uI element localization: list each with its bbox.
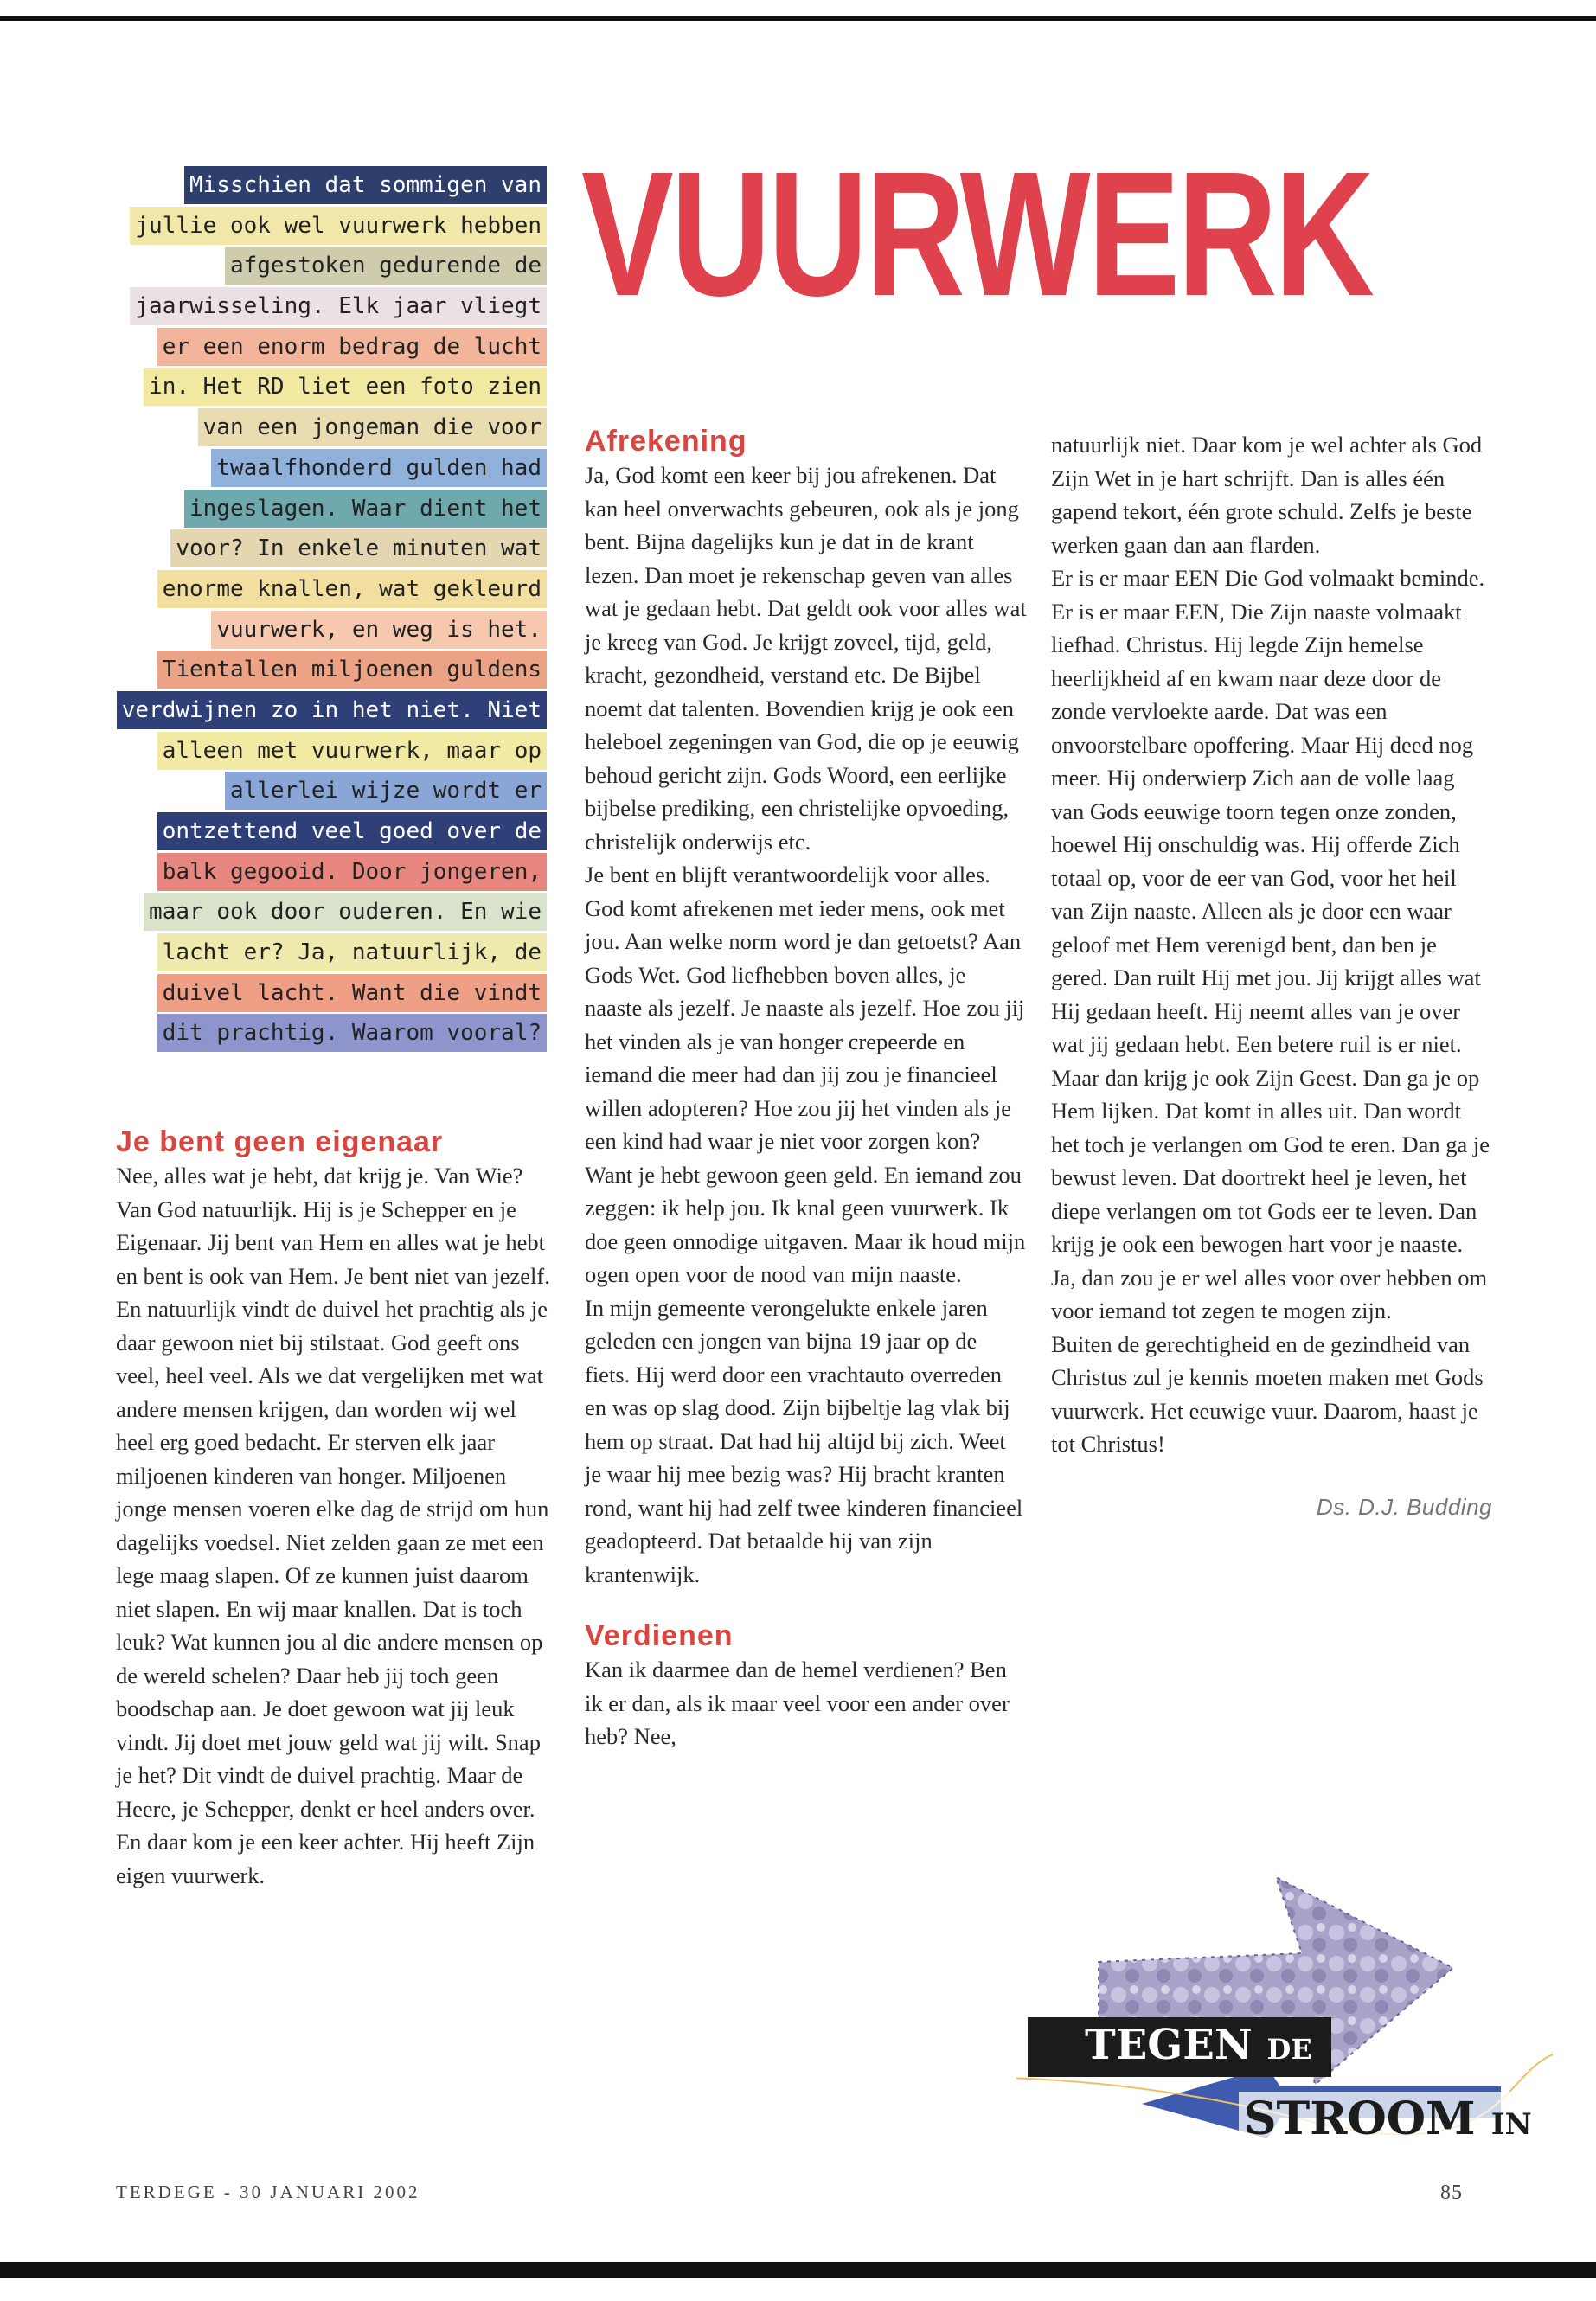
paragraph: Buiten de gerechtigheid en de gezindheid van Christus zul je kennis moeten maken met Gods vuurwerk. Het eeuwige vuur. Daarom, haast je tot Christus! [1051,1330,1484,1457]
intro-line-text: allerlei wijze wordt er [225,772,547,810]
logo-stroom-in: STROOM IN [1239,2092,1537,2152]
section-heading-eigenaar: Je bent geen eigenaar [116,1125,444,1158]
bottom-rule [0,2262,1596,2278]
intro-line [104,287,547,325]
paragraph: Nee, alles wat je hebt, dat krijg je. Van Wie? Van God natuurlijk. Hij is je Schepper en je Eigenaar. Jij bent van Hem en alles wat je hebt en bent is ook van Hem. Je bent niet van jezelf. En natuurlijk vindt de duivel het prachtig als je daar gewoon niet bij stilstaat. God geeft ons veel, heel veel. Als we dat vergelijken met wat andere mensen krijgen, dan worden wij wel heel erg goed bedacht. Er sterven elk jaar miljoenen kinderen van honger. Miljoenen jonge mensen voeren elke dag de strijd om hun dagelijks voedsel. Niet zelden gaan ze met een lege maag slapen. Of ze kunnen juist daarom niet slapen. En wij maar knallen. Dat is toch leuk? Wat kunnen jou al die andere mensen op de wereld schelen? Daar heb jij toch geen boodschap aan. Je doet gewoon wat jij leuk vindt. Jij doet met jouw geld wat jij wilt. Snap je het? Dit vindt de duivel prachtig. Maar de Heere, je Schepper, denkt er heel anders over. En daar kom je een keer achter. Hij heeft Zijn eigen vuurwerk. [116,1163,550,1888]
footer-publication: TERDEGE - 30 JANUARI 2002 [116,2182,420,2202]
intro-line [104,691,547,729]
paragraph: Kan ik daarmee dan de hemel verdienen? Ben ik er dan, als ik maar veel voor een ander over heb? Nee, [585,1657,1010,1749]
intro-line-text: twaalfhonderd gulden had [211,449,547,487]
intro-line [104,207,547,245]
intro-line [104,1014,547,1052]
intro-line-text: er een enorm bedrag de lucht [157,328,547,366]
intro-line [104,529,547,567]
intro-line [104,328,547,366]
intro-line [104,853,547,891]
author-signature: Ds. D.J. Budding [1316,1493,1492,1520]
intro-line-text: maar ook door ouderen. En wie [144,893,547,931]
intro-line [104,408,547,446]
intro-line-text: van een jongeman die voor [198,408,547,446]
intro-line-text: afgestoken gedurende de [225,247,547,285]
intro-line-text: Misschien dat sommigen van [184,166,547,204]
paragraph: Ja, God komt een keer bij jou afrekenen. Dat kan heel onverwachts gebeuren, ook als je jong bent. Bijna dagelijks kun je dat in de krant lezen. Dan moet je rekenschap geven van alles wat je gedaan hebt. Dat geldt ook voor alles wat je kreeg van God. Je krijgt zoveel, tijd, geld, kracht, gezondheid, verstand etc. De Bijbel noemt dat talenten. Bovendien krijg je ook een heleboel zegeningen van God, die op je eeuwig behoud gericht zijn. Gods Woord, een eerlijke bijbelse prediking, een christelijke opvoeding, christelijk onderwijs etc. [585,462,1027,855]
intro-line-text: ingeslagen. Waar dient het [184,490,547,528]
intro-line [104,812,547,850]
intro-line-text: ontzettend veel goed over de [157,812,547,850]
intro-line-text: vuurwerk, en weg is het. [211,611,547,649]
intro-line [104,772,547,810]
intro-line [104,933,547,971]
intro-line-text: enorme knallen, wat gekleurd [157,570,547,608]
intro-line-text: in. Het RD liet een foto zien [144,368,547,406]
intro-line [104,570,547,608]
paragraph: Er is er maar EEN Die God volmaakt beminde. Er is er maar EEN, Die Zijn naaste volmaakt liefhad. Christus. Hij legde Zijn hemelse heerlijkheid af en kwam naar deze door de zonde vervloekte aarde. Dat was een onvoorstelbare opoffering. Maar Hij deed nog meer. Hij onderwierp Zich aan de volle laag van Gods eeuwige toorn tegen onze zonden, hoewel Hij onschuldig was. Hij offerde Zich totaal op, voor de eer van God, voor het heil van Zijn naaste. Alleen als je door een waar geloof met Hem verenigd bent, dan ben je gered. Dan ruilt Hij met jou. Jij krijgt alles wat Hij gedaan heeft. Hij neemt alles van je over wat jij gedaan hebt. Een betere ruil is er niet. Maar dan krijg je ook Zijn Geest. Dan ga je op Hem lijken. Dat komt in alles uit. Dan wordt het toch je verlangen om God te eren. Dan ga je bewust leven. Dat doortrekt heel je leven, het diepe verlangen om tot Gods eer te leven. Dan krijg je ook een bewogen hart voor je naaste. Ja, dan zou je er wel alles voor over hebben om voor iemand tot zegen te mogen zijn. [1051,565,1490,1324]
intro-line [104,166,547,204]
top-rule [0,16,1596,21]
intro-line [104,974,547,1012]
intro-line-text: duivel lacht. Want die vindt [157,974,547,1012]
intro-line-text: verdwijnen zo in het niet. Niet [117,691,547,729]
intro-ribbon [104,166,547,1054]
intro-line [104,651,547,689]
section-heading-verdienen: Verdienen [585,1619,734,1652]
intro-line [104,490,547,528]
article-title: VUURWERK [581,135,1372,333]
intro-line [104,893,547,931]
page-number: 85 [1440,2182,1463,2204]
intro-line-text: lacht er? Ja, natuurlijk, de [157,933,547,971]
intro-line [104,247,547,285]
paragraph: natuurlijk niet. Daar kom je wel achter als God Zijn Wet in je hart schrijft. Dan is alles één gapend tekort, één grote schuld. Zelfs je beste werken gaan dan aan flarden. [1051,432,1483,558]
intro-line [104,449,547,487]
paragraph: In mijn gemeente verongelukte enkele jaren geleden een jongen van bijna 19 jaar op de fiets. Hij werd door een vrachtauto overreden en was op slag dood. Zijn bijbeltje lag vlak bij hem op straat. Dat had hij altijd bij zich. Weet je waar hij mee bezig was? Hij bracht kranten rond, want hij had zelf twee kinderen financieel geadopteerd. Dat betaalde hij van zijn krantenwijk. [585,1294,1023,1587]
paragraph: Je bent en blijft verantwoordelijk voor alles. God komt afrekenen met ieder mens, ook met jou. Aan welke norm word je dan getoetst? Aan Gods Wet. God liefhebben boven alles, je naaste als jezelf. Je naaste als jezelf. Hoe zou jij het vinden als je van honger crepeerde en iemand die meer had dan jij zou je financieel willen adopteren? Hoe zou jij het vinden als je een kind had waar je niet voor zorgen kon? Want je hebt gewoon geen geld. En iemand zou zeggen: ik help jou. Ik knal geen vuurwerk. Ik doe geen onnodige uitgaven. Maar ik houd mijn ogen open voor de nood van mijn naaste. [585,862,1026,1287]
intro-line-text: Tientallen miljoenen guldens [157,651,547,689]
intro-line-text: voor? In enkele minuten wat [170,529,547,567]
intro-line [104,732,547,770]
column-2 [585,424,1028,1753]
intro-line [104,368,547,406]
intro-line-text: jaarwisseling. Elk jaar vliegt [130,287,547,325]
intro-line-text: balk gegooid. Door jongeren, [157,853,547,891]
logo-tegen-de: TEGEN DE [1028,2017,1331,2077]
intro-line-text: jullie ook wel vuurwerk hebben [130,207,547,245]
intro-line-text: alleen met vuurwerk, maar op [157,732,547,770]
intro-line-text: dit prachtig. Waarom vooral? [157,1014,547,1052]
section-heading-afrekening: Afrekening [585,425,747,458]
column-1 [116,1125,559,1892]
column-3 [1051,428,1492,1523]
intro-line [104,611,547,649]
